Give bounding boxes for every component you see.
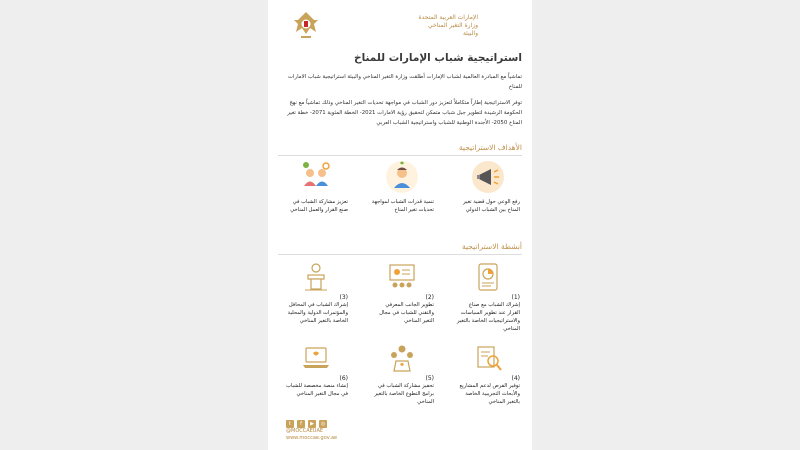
- activity-text: تحفيز مشاركة الشباب في برامج التطوع الخاصة بالتغير المناخي: [374, 383, 434, 405]
- activity-item: [370, 343, 434, 406]
- goal-text: رفع الوعي حول قضية تغير المناخ بين الشباب الدولي: [463, 199, 520, 213]
- ministry-line-2: وزارة التغير المناخي: [428, 22, 478, 29]
- activities-heading: أنشطة الاستراتيجية: [461, 242, 522, 251]
- activity-text: تطوير الجانب المعرفي والتقني للشباب في مجال التغير المناخي: [379, 302, 434, 324]
- goal-text: تنمية قدرات الشباب لمواجهة تحديات تغير المناخ: [371, 199, 434, 213]
- instagram-icon[interactable]: ◎: [320, 421, 326, 427]
- youtube-icon[interactable]: ▶: [308, 420, 316, 428]
- activity-number: (1): [511, 294, 520, 301]
- ministry-line-3: والبيئة: [462, 30, 478, 37]
- activity-text: إشراك الشباب مع صناع القرار عند تطوير السياسات والاستراتيجيات الخاصة بالتغير المناخي: [456, 302, 520, 332]
- activity-number: (4): [511, 375, 520, 382]
- goal-text: تعزيز مشاركة الشباب في صنع القرار والعمل المناخي: [290, 199, 348, 213]
- activity-number: (3): [339, 294, 348, 301]
- activity-number: (2): [425, 294, 434, 301]
- footer: [286, 420, 337, 442]
- person-leaf-icon: [385, 160, 419, 194]
- website-link[interactable]: www.moccae.gov.ae: [286, 435, 338, 441]
- page-title: استراتيجية شباب الإمارات للمناخ: [354, 52, 522, 64]
- activity-item: [284, 262, 348, 325]
- activity-number: (6): [339, 375, 348, 382]
- ministry-line-1: الإمارات العربية المتحدة: [418, 14, 478, 21]
- activity-text: إشراك الشباب في المحافل والمؤتمرات الدولية والمحلية الخاصة بالتغير المناخي: [287, 302, 348, 324]
- infographic-page: [268, 0, 532, 450]
- activity-item: [370, 262, 434, 325]
- ministry-name: [308, 14, 478, 38]
- activity-text: توفير الفرص لدعم المشاريع والأبحاث التجريبية الخاصة بالتغير المناخي: [459, 383, 520, 405]
- activity-number: (5): [425, 375, 434, 382]
- goal-item: [456, 160, 520, 214]
- goals-heading: الأهداف الاستراتيجية: [458, 143, 522, 152]
- presentation-icon: [386, 262, 418, 292]
- document-chart-icon: [472, 262, 504, 292]
- goal-item: [284, 160, 348, 214]
- social-icons: [286, 420, 337, 428]
- social-handle[interactable]: @MOCCAEUAE: [286, 428, 324, 434]
- activity-item: [284, 343, 348, 398]
- research-icon: [472, 343, 504, 373]
- laptop-icon: [300, 343, 332, 373]
- group-gear-icon: [299, 160, 333, 194]
- activities-divider: [278, 254, 522, 255]
- goals-divider: [278, 155, 522, 156]
- facebook-icon[interactable]: f: [297, 420, 305, 428]
- twitter-icon[interactable]: t: [286, 420, 294, 428]
- podium-icon: [300, 262, 332, 292]
- activity-item: [456, 262, 520, 333]
- goal-item: [370, 160, 434, 214]
- volunteer-icon: [386, 343, 418, 373]
- activity-item: [456, 343, 520, 406]
- activity-text: إنشاء منصة مخصصة للشباب في مجال التغير المناخي: [286, 383, 348, 397]
- megaphone-icon: [471, 160, 505, 194]
- intro-paragraph-1: تماشياً مع المبادرة العالمية لشباب الإمارات أطلقت وزارة التغير المناخي والبيئة استراتيجية شباب الامارات للمناخ: [287, 74, 522, 90]
- intro-paragraph-2: توفر الاستراتيجية إطاراً متكاملاً لتعزيز دور الشباب في مواجهة تحديات التغير المناخي وذلك تماشياً مع نهج الحكومة الرشيدة لتطوير جيل شباب متمكن لتحقيق رؤية الامارات 2021- الخطة المئوية 2071- خطة تغير المناخ 2050- الأجندة الوطنية للشباب واستراتيجية الشباب العربي: [287, 100, 522, 126]
